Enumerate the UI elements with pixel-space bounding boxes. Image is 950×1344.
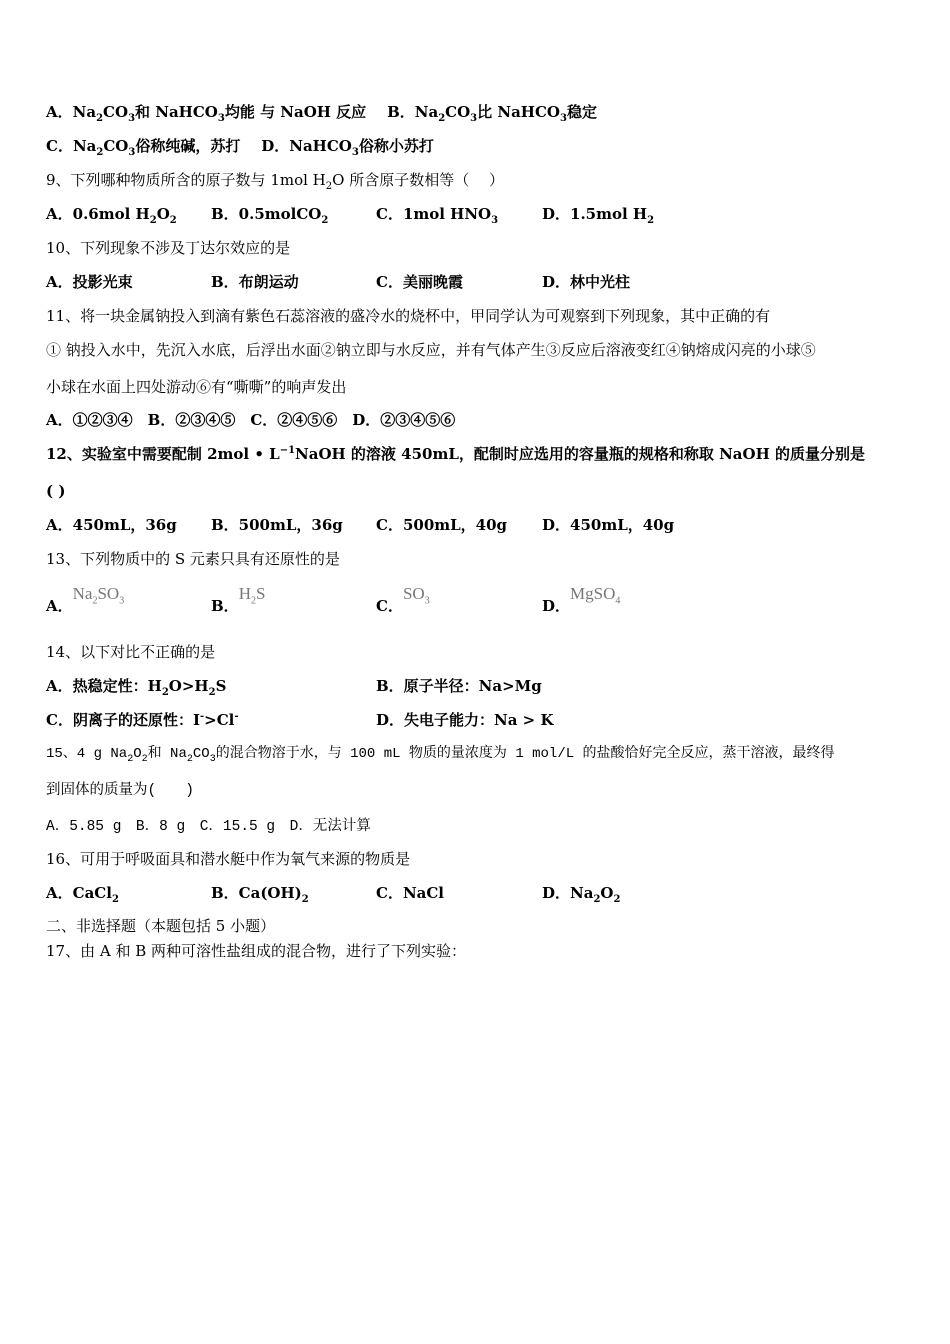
q10-option-c[interactable]: C．美丽晚霞 [376,273,463,291]
q16-stem: 16、可用于呼吸面具和潜水艇中作为氧气来源的物质是 [46,850,411,868]
q14-option-b[interactable]: B．原子半径：Na>Mg [376,677,542,695]
q10-option-d[interactable]: D．林中光柱 [542,273,631,291]
q9-option-a[interactable]: A．0.6mol $H_2O_2$ [46,205,177,226]
q8-options-cd [46,136,434,156]
q14-option-c[interactable]: C．阴离子的还原性：I->Cl- [46,711,239,729]
q8-option-c[interactable]: C．$Na_2CO_3$俗称纯碱，苏打 [46,137,241,158]
section-two-heading: 二、非选择题（本题包括 5 小题） [46,917,276,935]
q15-stem-line2: 到固体的质量为( ) [46,783,194,799]
q12-option-a[interactable]: A．450mL，36g [46,516,177,534]
q10-stem: 10、下列现象不涉及丁达尔效应的是 [46,239,291,257]
q12-option-b[interactable]: B．500mL，36g [211,516,343,534]
q12-option-d[interactable]: D．450mL，40g [542,516,675,534]
q15-options-text: A．5.85 g B．8 g C．15.5 g D．无法计算 [46,819,371,835]
q14-stem: 14、以下对比不正确的是 [46,643,216,661]
q11-statements-line2: 小球在水面上四处游动⑥有“嘶嘶”的响声发出 [46,378,347,396]
q9-option-b[interactable]: B．0.5molCO$_2$ [211,205,329,226]
q10-option-a[interactable]: A．投影光束 [46,273,133,291]
q9-stem: 9、下列哪种物质所含的原子数与 1mol $H_2O$ 所含原子数相等（ ） [46,171,504,192]
q8-option-b[interactable]: B．$Na_2CO_3$比 NaHCO$_3$稳定 [387,103,597,124]
q8-option-a[interactable]: A．$Na_2CO_3$和 NaHCO$_3$均能 与 NaOH 反应 [46,103,367,124]
q16-option-b[interactable]: B．$Ca(OH)_2$ [211,884,309,905]
q13-option-c[interactable]: C．$SO_3$ [376,584,430,615]
q15-stem: 15、4 g $Na_2O_2$和 $Na_2CO_3$的混合物溶于水，与 100 mL 物质的量浓度为 1 mol/L 的盐酸恰好完全反应，蒸干溶液，最终得 [46,746,835,765]
q16-option-d[interactable]: D．$Na_2O_2$ [542,884,621,905]
q11-stem: 11、将一块金属钠投入到滴有紫色石蕊溶液的盛冷水的烧杯中，甲同学认为可观察到下列现象，其中正确的有 [46,307,771,325]
q8-options-ab [46,102,597,122]
q11-options[interactable]: A．①②③④ B．②③④⑤ C．②④⑤⑥ D．②③④⑤⑥ [46,411,456,429]
q13-option-d[interactable]: D．MgSO$_4$ [542,584,621,615]
q16-option-c[interactable]: C．NaCl [376,884,445,902]
q11-statements-line1: ① 钠投入水中，先沉入水底，后浮出水面②钠立即与水反应，并有气体产生③反应后溶液变红④钠熔成闪亮的小球⑤ [46,341,816,359]
formula-h2s: $H_2S$ [238,584,266,607]
q16-option-a[interactable]: A．CaCl$_2$ [46,884,119,905]
q13-option-b[interactable]: B．$H_2S$ [211,584,266,615]
q12-stem: 12、实验室中需要配制 2mol • $L^{-1}NaOH$ 的溶液 450mL，配制时应选用的容量瓶的规格和称取 NaOH 的质量分别是 [46,445,865,463]
formula-mgso4: MgSO$_4$ [570,584,621,607]
q12-option-c[interactable]: C．500mL，40g [376,516,508,534]
q9-option-c[interactable]: C．1mol $HNO_3$ [376,205,499,226]
q9-option-d[interactable]: D．1.5mol $H_2$ [542,205,655,226]
q15-options[interactable] [46,815,371,837]
q14-option-a[interactable]: A．热稳定性：$H_2O>H_2S$ [46,677,227,698]
q12-blank: ( ) [46,482,66,500]
formula-so3: $SO_3$ [402,584,430,607]
q10-option-b[interactable]: B．布朗运动 [211,273,299,291]
q8-option-d[interactable]: D．NaHCO$_3$俗称小苏打 [261,137,434,158]
q17-stem: 17、由 A 和 B 两种可溶性盐组成的混合物，进行了下列实验： [46,942,467,960]
q14-option-d[interactable]: D．失电子能力：Na > K [376,711,554,729]
q13-stem: 13、下列物质中的 S 元素只具有还原性的是 [46,550,340,568]
formula-na2so3: $Na_2SO_3$ [72,584,125,607]
q13-option-a[interactable]: A．$Na_2SO_3$ [46,584,125,615]
